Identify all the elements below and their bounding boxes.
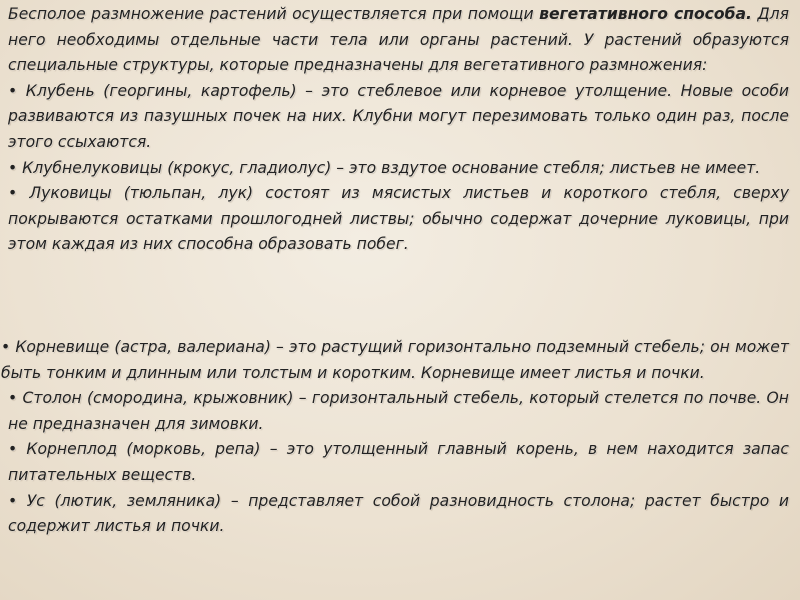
intro-paragraph [8, 2, 789, 79]
intro-text-start: Бесполое размножение растений осуществляется при помощи [8, 5, 540, 23]
list-item-corm: • Клубнелуковицы (крокус, гладиолус) – это вздутое основание стебля; листьев не имеет. [8, 158, 761, 177]
list-item-runner: • Ус (лютик, земляника) – представляет собой разновидность столона; растет быстро и содержит листья и почки. [8, 491, 789, 536]
list-item-bulb: • Луковицы (тюльпан, лук) состоят из мясистых листьев и короткого стебля, сверху покрываются остатками прошлогодней листвы; обычно содержат дочерние луковицы, при этом каждая из них способна образовать побег. [8, 184, 789, 254]
intro-text-end: Для него необходимы отдельные части тела или органы растений. У растений образуются специальные структуры, которые предназначены для вегетативного размножения: [8, 5, 789, 75]
text-block-lower [1, 335, 789, 540]
list-item-tuber: • Клубень (георгины, картофель) – это стеблевое или корневое утолщение. Новые особи развиваются из пазушных почек на них. Клубни могут перезимовать только один раз, после этого ссыхаются. [8, 81, 789, 151]
intro-bold-term: вегетативного способа. [539, 5, 752, 23]
list-item-root-crop: • Корнеплод (морковь, репа) – это утолщенный главный корень, в нем находится запас питательных веществ. [8, 440, 789, 484]
list-item-stolon: • Столон (смородина, крыжовник) – горизонтальный стебель, который стелется по почве. Он не предназначен для зимовки. [8, 389, 789, 433]
list-item-rhizome: • Корневище (астра, валериана) – это растущий горизонтально подземный стебель; он может быть тонким и длинным или толстым и коротким. Корневище имеет листья и почки. [1, 338, 789, 382]
text-block-upper [8, 2, 789, 258]
